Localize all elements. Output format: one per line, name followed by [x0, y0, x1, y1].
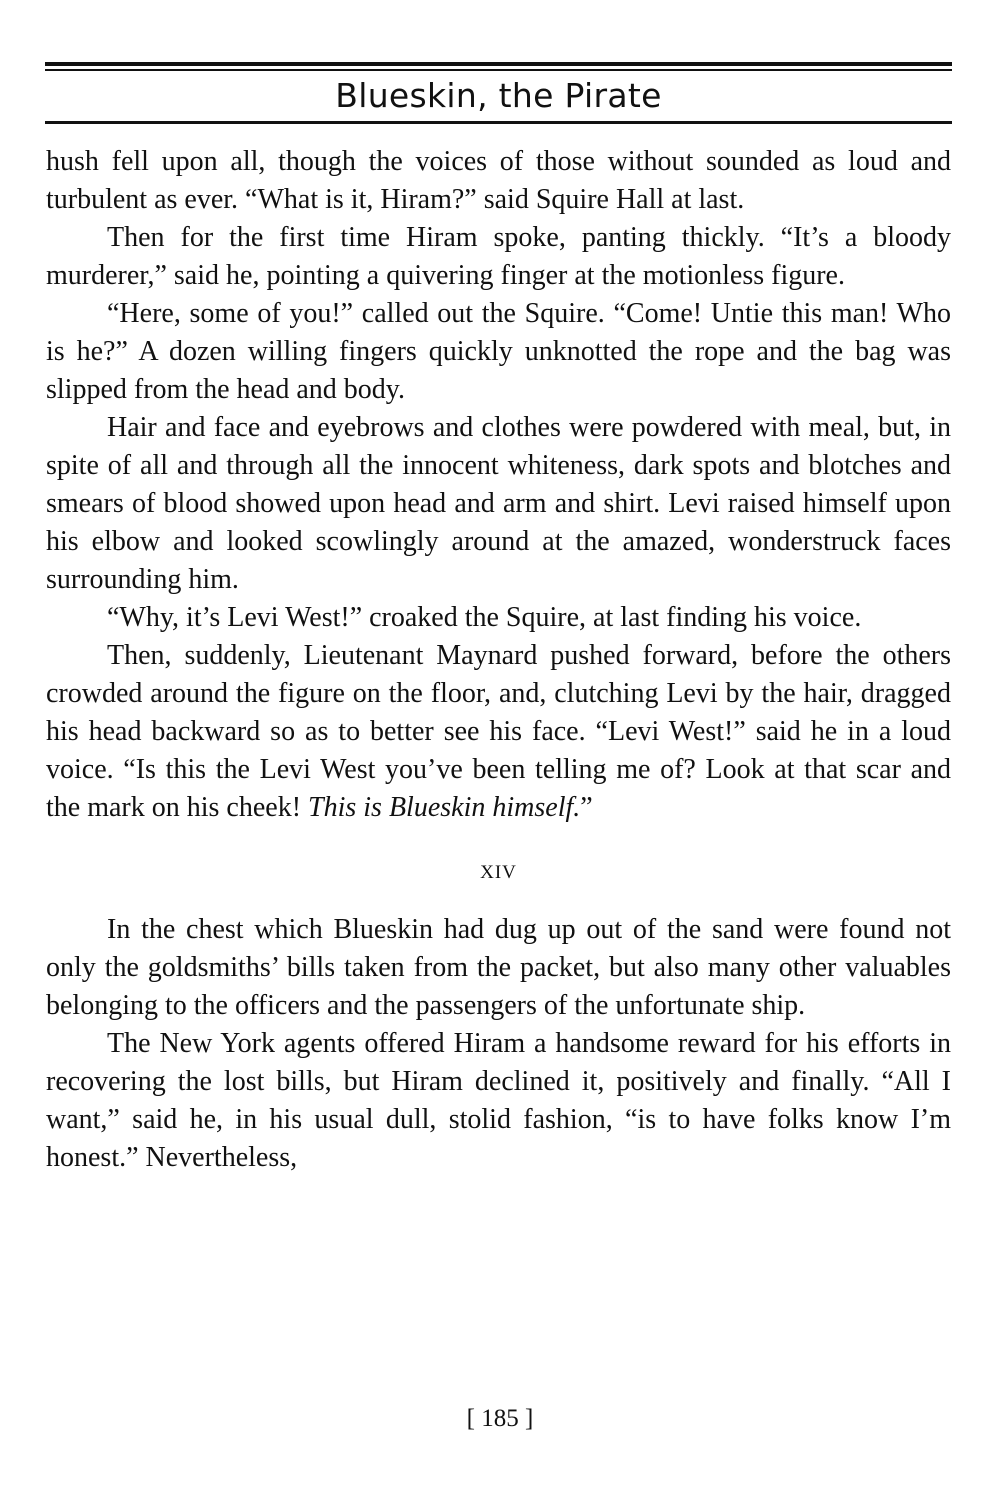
paragraph-4: Hair and face and eyebrows and clothes were powdered with meal, but, in spite of all and through all the innocent whiteness, dark spots and blotches and smears of blood showed upon head and arm and shirt. Levi raised himself upon his elbow and looked scowlingly around at the amazed, wonderstruck faces surrounding him.: [46, 412, 951, 595]
chapter-paragraph-2: The New York agents offered Hiram a handsome reward for his efforts in recovering the lost bills, but Hiram declined it, positively and finally. “All I want,” said he, in his usual dull, stolid fashion, “is to have folks know I’m honest.” Nevertheless,: [46, 1028, 951, 1173]
paragraph-6-italic: This is Blueskin himself.: [308, 792, 581, 823]
chapter-number: XIV: [480, 862, 517, 883]
running-head: Blueskin, the Pirate: [335, 76, 662, 115]
paragraph-3: “Here, some of you!” called out the Squire. “Come! Untie this man! Who is he?” A dozen willing fingers quickly unknotted the rope and the bag was slipped from the head and body.: [46, 298, 951, 405]
page-number: [ 185 ]: [466, 1405, 534, 1432]
paragraph-5: “Why, it’s Levi West!” croaked the Squire, at last finding his voice.: [107, 602, 862, 633]
paragraph-6-text: Then, suddenly, Lieutenant Maynard pushed forward, before the others crowded around the figure on the floor, and, clutching Levi by the hair, dragged his head backward so as to better see his face. “Levi West!” said he in a loud voice. “Is this the Levi West you’ve been telling me of? Look at that scar and the mark on his cheek!: [46, 640, 951, 823]
header-rule-thick: [45, 62, 952, 66]
body-text: [46, 143, 951, 1177]
paragraph-1: hush fell upon all, though the voices of those without sounded as loud and turbulent as ever. “What is it, Hiram?” said Squire Hall at last.: [46, 146, 951, 215]
paragraph-6: [46, 637, 951, 827]
header-rule-bottom: [45, 121, 952, 124]
header-rule-thin: [45, 69, 952, 71]
paragraph-2: Then for the first time Hiram spoke, panting thickly. “It’s a bloody murderer,” said he, pointing a quivering finger at the motionless figure.: [46, 222, 951, 291]
chapter-paragraph-1: In the chest which Blueskin had dug up out of the sand were found not only the goldsmiths’ bills taken from the packet, but also many other valuables belonging to the officers and the passengers of the unfortunate ship.: [46, 914, 951, 1021]
paragraph-6-tail: ”: [580, 792, 593, 823]
